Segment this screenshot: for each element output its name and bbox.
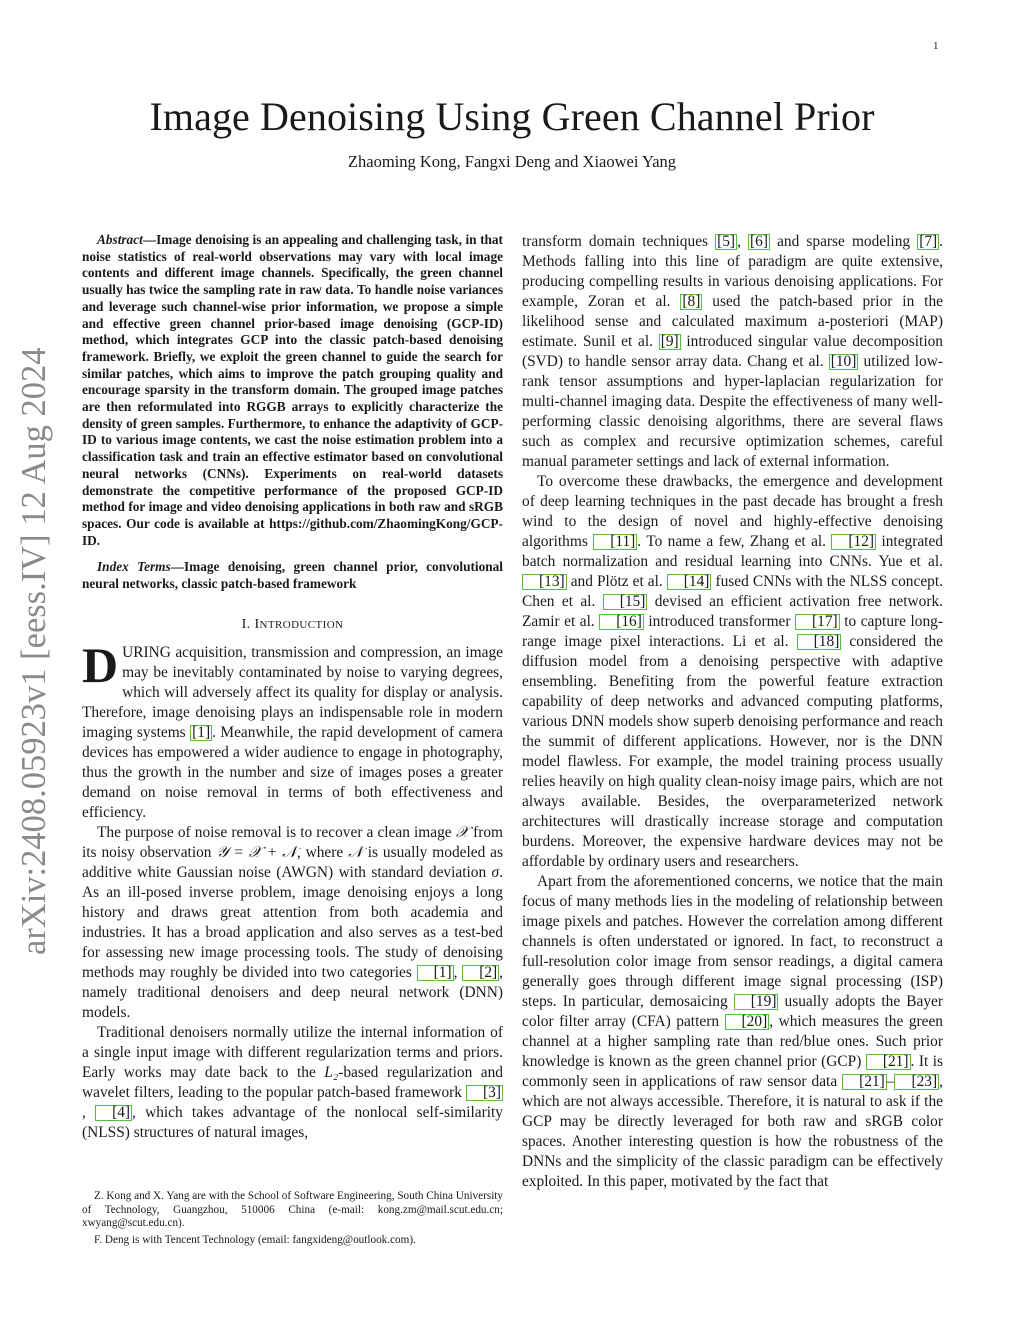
citation-link[interactable]: [9] bbox=[660, 333, 679, 350]
body-paragraph: To overcome these drawbacks, the emergence and development of deep learning techniques in the past decade has brought a fresh wind to the design of novel and highly-effective denoising algorithms [11] . To name a few, Zhang et al. [12] integrated batch normalization and residual learning into CNNs. Yue et al. [13] and Plötz et al. [14] fused CNNs with the NLSS concept. Chen et al. [15] devised an efficient activation free network. Zamir et al. [16] introduced transformer [17] to capture long-range image pixel interactions. Li et al. [18] considered the diffusion model from a denoising perspective with adaptive ensembling. Benefiting from the powerful feature extraction capability of deep networks and advanced computing platforms, various DNN models show superb denoising performance and reach the summit of different applications. However, nor is the DNN model flawless. For example, the model training process usually relies heavily on high quality clean-noisy image pairs, which are not always available. Besides, the overparameterized network architectures will drastically increase storage and computation burdens. Moreover, the expensive hardware devices may not be affordable by ordinary users and researchers. bbox=[522, 473, 944, 870]
index-terms bbox=[82, 559, 503, 592]
citation-link[interactable]: [20] bbox=[725, 1014, 770, 1030]
citation-link[interactable]: [1] bbox=[417, 965, 454, 981]
paper-title: Image Denoising Using Green Channel Prior bbox=[149, 94, 875, 139]
citation-link[interactable]: [15] bbox=[603, 594, 648, 610]
abstract-label: Abstract bbox=[97, 232, 143, 247]
citation-link[interactable]: [8] bbox=[682, 293, 701, 310]
citation-link[interactable]: [5] bbox=[717, 233, 736, 250]
body-paragraph: Apart from the aforementioned concerns, we notice that the main focus of many methods lies in the modeling of relationship between image pixels and patches. However the correlation among different channels is often understated or ignored. In fact, to reconstruct a full-resolution color image from sensor readings, a digital camera generally goes through different image signal processing (ISP) steps. In particular, demosaicing [19] usually adopts the Bayer color filter array (CFA) pattern [20] , which measures the green channel at a higher sampling rate than red/blue ones. Such prior knowledge is known as the green channel prior (GCP) [21] . It is commonly seen in applications of raw sensor data [21] – [23] , which are not always accessible. Therefore, it is natural to ask if the GCP may be directly leveraged for both raw and sRGB color spaces. Another interesting question is how the robustness of the DNNs and the simplicity of the classic paradigm can be effectively exploited. In this paper, motivated by the fact that bbox=[522, 873, 943, 1190]
citation-link[interactable]: [19] bbox=[734, 994, 779, 1010]
page-number: 1 bbox=[933, 40, 939, 52]
citation-link[interactable]: [7] bbox=[919, 233, 938, 250]
citation-link[interactable]: [21] bbox=[842, 1074, 887, 1090]
citation-link[interactable]: [12] bbox=[831, 534, 876, 550]
drop-cap: D bbox=[82, 636, 119, 693]
abstract-text: —Image denoising is an appealing and challenging task, in that noise statistics of real-world observations may vary with local image contents and different image channels. Specifically, the green channel usually has twice the sampling rate in raw data. To handle noise variances and leverage such channel-wise prior information, we propose a simple and effective green channel prior-based image denoising (GCP-ID) method, which integrates GCP into the classic patch-based denoising framework. Briefly, we exploit the green channel to guide the search for similar patches, which aims to improve the patch grouping quality and encourage sparsity in the transform domain. The grouped image patches are then reformulated into RGGB arrays to explicitly characterize the density of green samples. Furthermore, to enhance the adaptivity of GCP-ID to various image contents, we cast the noise estimation problem into a classification task and train an effective estimator based on convolutional neural networks (CNNs). Experiments on real-world datasets demonstrate the competitive performance of the proposed GCP-ID method for image and video denoising applications in both raw and sRGB spaces. Our code is available at https://github.com/ZhaomingKong/GCP-ID. bbox=[82, 232, 503, 548]
citation-link[interactable]: [23] bbox=[894, 1074, 939, 1090]
index-terms-text: —Image denoising, green channel prior, convolutional neural networks, classic patch-based framework bbox=[82, 559, 504, 592]
citation-link[interactable]: [13] bbox=[522, 574, 567, 590]
citation-link[interactable]: [16] bbox=[599, 614, 644, 630]
citation-link[interactable]: [14] bbox=[667, 574, 712, 590]
citation-link[interactable]: [1] bbox=[192, 723, 211, 741]
abstract bbox=[82, 232, 503, 549]
footnote-affiliation: F. Deng is with Tencent Technology (email: fangxideng@outlook.com). bbox=[94, 1233, 416, 1246]
citation-link[interactable]: [2] bbox=[462, 965, 499, 981]
arxiv-identifier-stamp[interactable]: arXiv:2408.05923v1 [eess.IV] 12 Aug 2024 bbox=[15, 347, 53, 955]
citation-link[interactable]: [21] bbox=[866, 1054, 911, 1070]
intro-paragraph-1: DURING acquisition, transmission and compression, an image may be inevitably contaminated by noise to varying degrees, which will adversely affect its quality for display or analysis. Therefore, image denoising plays an indispensable role in modern imaging systems [1] . Meanwhile, the rapid development of camera devices has empowered a wider audience to engage in photography, thus the growth in the number and size of images poses a greater demand on noise removal in terms of both effectiveness and efficiency. bbox=[82, 636, 503, 821]
citation-link[interactable]: [18] bbox=[797, 634, 842, 650]
body-paragraph: transform domain techniques [5] , [6] and sparse modeling [7] . Methods falling into this line of paradigm are quite extensive, producing compelling results in various denoising applications. For example, Zoran et al. [8] used the patch-based prior in the likelihood sense and calculated maximum a-posteriori (MAP) estimate. Sunil et al. [9] introduced singular value decomposition (SVD) to handle sensor array data. Chang et al. [10] utilized low-rank tensor assumptions and hyper-laplacian regularization for multi-channel imaging data. Despite the effectiveness of many well-performing classic denoising algorithms, there are several flaws such as complex and recursive optimization schemes, careful manual parameter settings and lack of external information. bbox=[522, 233, 943, 470]
citation-link[interactable]: [3] bbox=[466, 1085, 503, 1101]
author-list: Zhaoming Kong, Fangxi Deng and Xiaowei Yang bbox=[347, 152, 677, 171]
intro-paragraph-3: Traditional denoisers normally utilize the internal information of a single input image with different regularization terms and priors. Early works may date back to the L₂-based regularization and wavelet filters, leading to the popular patch-based framework [3], [4] , which takes advantage of the nonlocal self-similarity (NLSS) structures of natural images, bbox=[82, 1023, 503, 1141]
intro-paragraph-2: The purpose of noise removal is to recover a clean image 𝒳 from its noisy observation 𝒴 = 𝒳 + 𝒩, where 𝒩 is usually modeled as additive white Gaussian noise (AWGN) with standard deviation σ. As an ill-posed inverse problem, image denoising enjoys a long history and draws great attention from both academia and industries. It has a broad application and also serves as a test-bed for assessing new image processing tools. The study of denoising methods may roughly be divided into two categories [1] , [2] , namely traditional denoisers and deep neural network (DNN) models. bbox=[82, 823, 503, 1021]
footnotes bbox=[82, 1190, 503, 1250]
index-terms-label: Index Terms bbox=[97, 559, 171, 575]
citation-link[interactable]: [11] bbox=[593, 534, 637, 550]
citation-link[interactable]: [17] bbox=[795, 614, 840, 630]
citation-link[interactable]: [4] bbox=[95, 1105, 132, 1121]
right-column bbox=[522, 232, 943, 1192]
footnote-affiliation: Z. Kong and X. Yang are with the School of Software Engineering, South China University of Technology, Guangzhou, 510006 China (e-mail: kong.zm@mail.scut.edu.cn; xwyang@scut.edu.cn). bbox=[82, 1190, 503, 1229]
citation-link[interactable]: [10] bbox=[830, 353, 857, 370]
citation-link[interactable]: [6] bbox=[750, 233, 768, 250]
section-heading-introduction: I. INTRODUCTION bbox=[241, 616, 344, 632]
left-column bbox=[82, 232, 503, 1143]
